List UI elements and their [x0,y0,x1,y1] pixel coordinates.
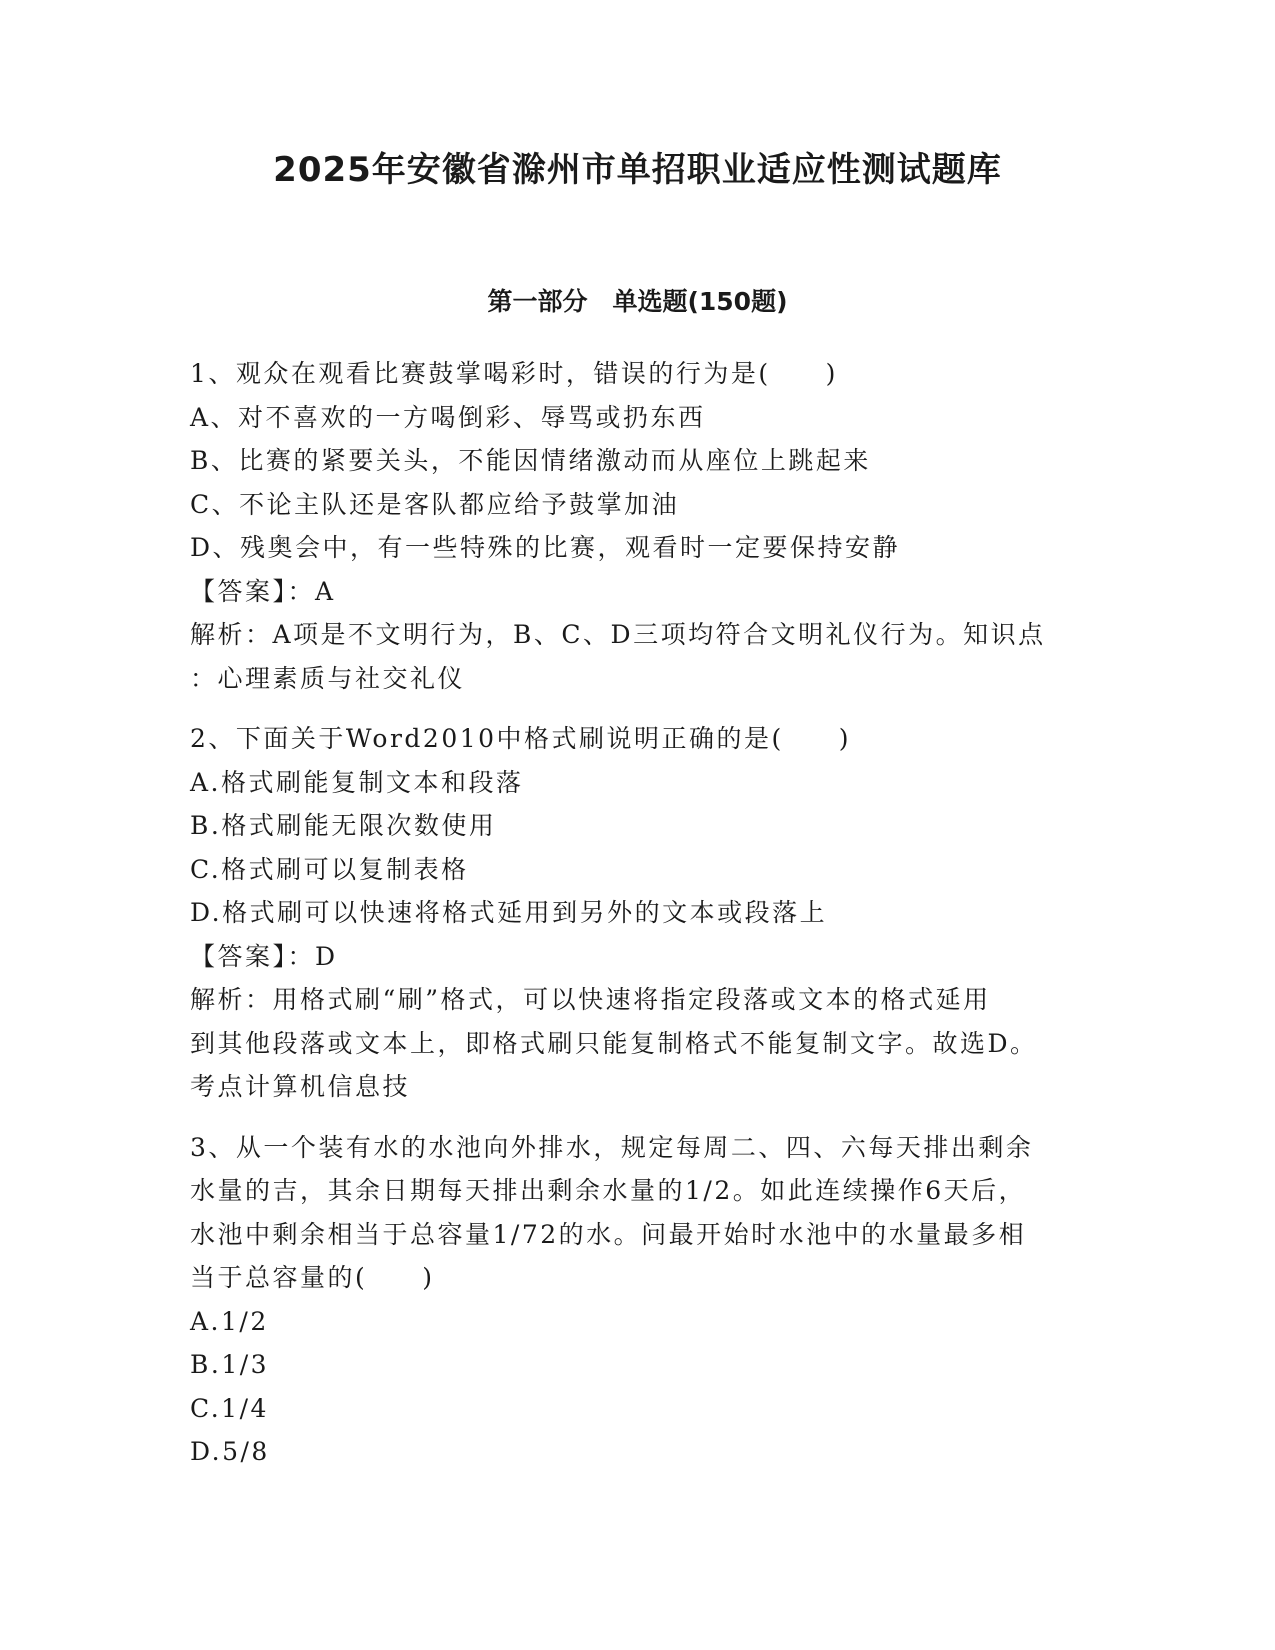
option-d: D.格式刷可以快速将格式延用到另外的文本或段落上 [190,898,828,927]
option-b: B、比赛的紧要关头，不能因情绪激动而从座位上跳起来 [190,446,871,475]
analysis-line: 解析：A项是不文明行为，B、C、D三项均符合文明礼仪行为。知识点 [190,620,1046,649]
option-a: A.格式刷能复制文本和段落 [190,767,524,797]
option-a: A、对不喜欢的一方喝倒彩、辱骂或扔东西 [190,402,706,432]
question-stem: 3、从一个装有水的水池向外排水，规定每周二、四、六每天排出剩余 [190,1132,1034,1162]
question-spacer [190,1109,1090,1126]
question-spacer [190,700,1090,717]
analysis-line: 解析：用格式刷“刷”格式，可以快速将指定段落或文本的格式延用 [190,985,991,1014]
answer-line: 【答案】：D [190,941,338,971]
question-1 [190,352,1090,700]
question-3 [190,1126,1090,1474]
document-title: 2025年安徽省滁州市单招职业适应性测试题库 [273,150,1002,190]
question-stem: 水量的吉，其余日期每天排出剩余水量的1/2。如此连续操作6天后， [190,1176,1027,1205]
analysis-line: 考点计算机信息技 [190,1072,411,1101]
section-heading: 第一部分 单选题(150题) [487,287,788,316]
option-b: B.1/3 [190,1350,270,1379]
option-c: C.格式刷可以复制表格 [190,854,469,884]
question-stem: 2、下面关于Word2010中格式刷说明正确的是( ) [190,724,852,753]
option-d: D.5/8 [190,1437,270,1466]
option-d: D、残奥会中，有一些特殊的比赛，观看时一定要保持安静 [190,533,901,562]
analysis-line: 到其他段落或文本上，即格式刷只能复制格式不能复制文字。故选D。 [190,1028,1038,1058]
question-stem: 水池中剩余相当于总容量1/72的水。问最开始时水池中的水量最多相 [190,1219,1027,1249]
analysis-line: ：心理素质与社交礼仪 [190,663,466,693]
question-stem: 当于总容量的( ) [190,1263,435,1292]
question-list [190,352,1090,1474]
question-stem: 1、观众在观看比赛鼓掌喝彩时，错误的行为是( ) [190,359,838,388]
option-a: A.1/2 [190,1306,269,1336]
option-b: B.格式刷能无限次数使用 [190,811,497,840]
option-c: C、不论主队还是客队都应给予鼓掌加油 [190,489,680,519]
question-2 [190,717,1090,1109]
answer-line: 【答案】：A [190,576,336,606]
option-c: C.1/4 [190,1393,269,1423]
